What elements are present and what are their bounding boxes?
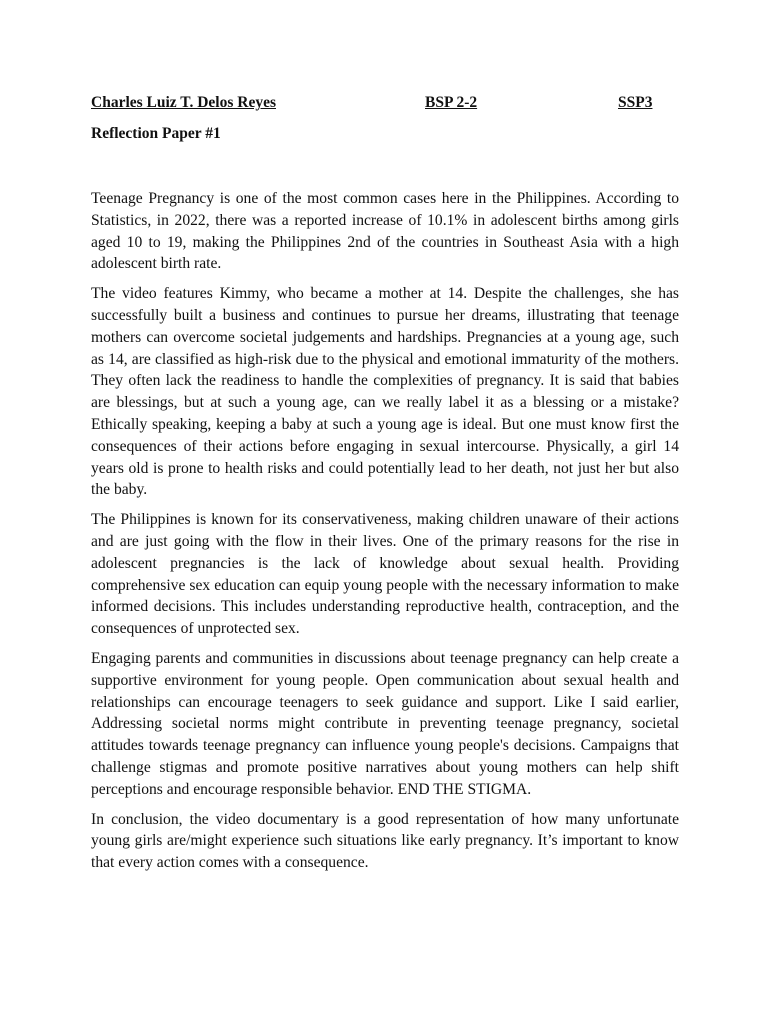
header-row <box>91 94 679 116</box>
body-text <box>91 188 679 882</box>
paragraph-community: Engaging parents and communities in discussions about teenage pregnancy can help create a supportive environment for young people. Open communication about sexual health and relationships can encourage teenagers to seek guidance and support. Like I said earlier, Addressing societal norms might contribute in preventing teenage pregnancy, societal attitudes towards teenage pregnancy can influence young people's decisions. Campaigns that challenge stigmas and promote positive narratives about young mothers can help shift perceptions and encourage responsible behavior. END THE STIGMA. <box>91 649 679 798</box>
document-title: Reflection Paper #1 <box>91 125 221 142</box>
paragraph-conclusion: In conclusion, the video documentary is a good representation of how many unfortunate young girls are/might experience such situations like early pregnancy. It’s important to know that every action comes with a consequence. <box>91 810 679 872</box>
course-code: SSP3 <box>618 94 653 111</box>
class-section: BSP 2-2 <box>425 94 478 111</box>
paragraph-education: The Philippines is known for its conservativeness, making children unaware of their actions and are just going with the flow in their lives. One of the primary reasons for the rise in adolescent pregnancies is the lack of knowledge about sexual health. Providing comprehensive sex education can equip young people with the necessary information to make informed decisions. This includes understanding reproductive health, contraception, and the consequences of unprotected sex. <box>91 511 679 638</box>
paragraph-video: The video features Kimmy, who became a mother at 14. Despite the challenges, she has successfully built a business and continues to pursue her dreams, illustrating that teenage mothers can overcome societal judgements and hardships. Pregnancies at a young age, such as 14, are classified as high-risk due to the physical and emotional immaturity of the mothers. They often lack the readiness to handle the complexities of pregnancy. It is said that babies are blessings, but at such a young age, can we really label it as a blessing or a mistake? Ethically speaking, keeping a baby at such a young age is ideal. But one must know first the consequences of their actions before engaging in sexual intercourse. Physically, a girl 14 years old is prone to health risks and could potentially lead to her death, not just her but also the baby. <box>91 285 679 499</box>
author-name: Charles Luiz T. Delos Reyes <box>91 94 276 111</box>
paragraph-intro: Teenage Pregnancy is one of the most common cases here in the Philippines. According to Statistics, in 2022, there was a reported increase of 10.1% in adolescent births among girls aged 10 to 19, making the Philippines 2nd of the countries in Southeast Asia with a high adolescent birth rate. <box>91 190 679 273</box>
